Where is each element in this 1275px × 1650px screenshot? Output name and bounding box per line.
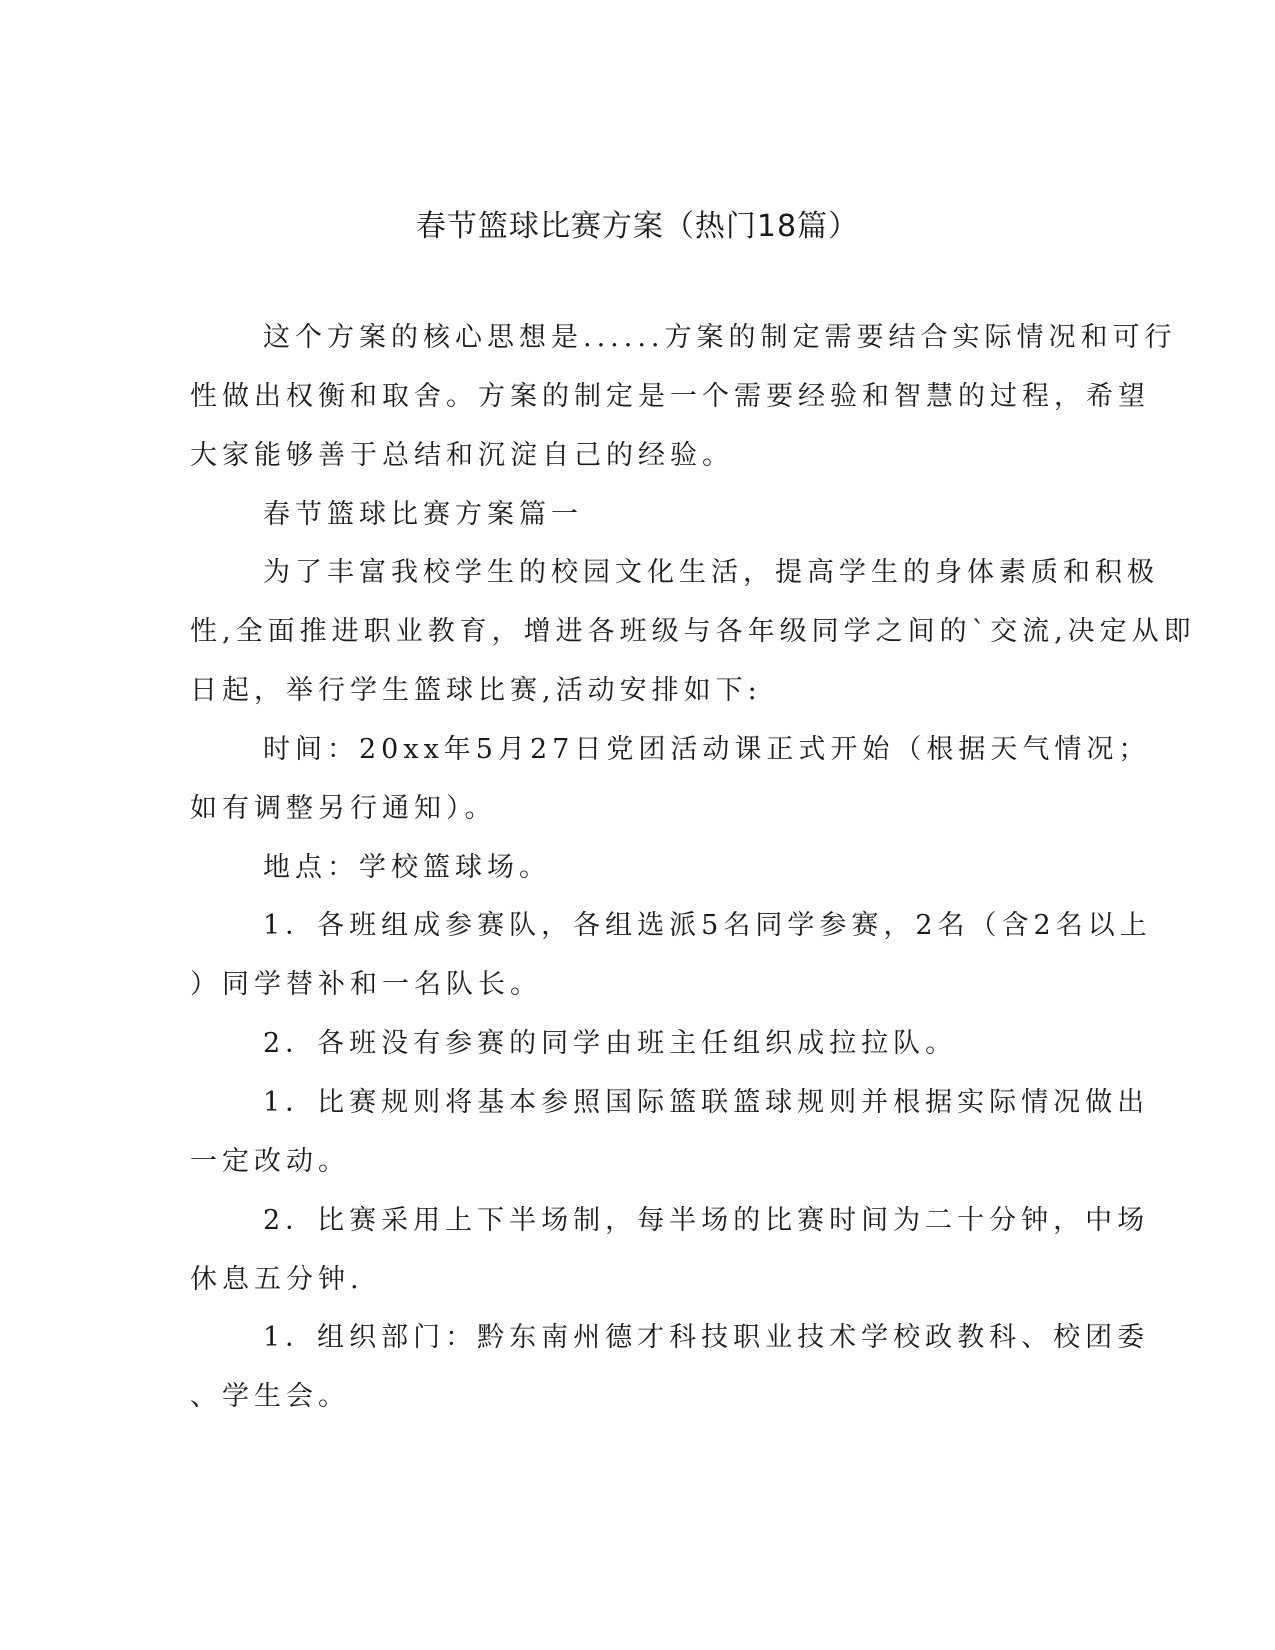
list-item: 2．各班没有参赛的同学由班主任组织成拉拉队。 — [263, 1028, 958, 1059]
paragraph-line: 地点：学校篮球场。 — [263, 852, 551, 883]
list-item-continuation: 休息五分钟. — [190, 1264, 364, 1295]
list-item-continuation: 一定改动。 — [190, 1146, 350, 1177]
paragraph-line: 性做出权衡和取舍。方案的制定是一个需要经验和智慧的过程，希望 — [190, 381, 1150, 412]
paragraph-line: 性,全面推进职业教育，增进各班级与各年级同学之间的`交流,决定从即 — [190, 616, 1196, 647]
list-item-continuation: 、学生会。 — [190, 1381, 350, 1412]
paragraph-line: 为了丰富我校学生的校园文化生活，提高学生的身体素质和积极 — [263, 557, 1159, 588]
list-item: 2．比赛采用上下半场制，每半场的比赛时间为二十分钟，中场 — [263, 1205, 1150, 1236]
paragraph-line: 时间：20xx年5月27日党团活动课正式开始（根据天气情况； — [263, 734, 1151, 765]
list-item-continuation: ）同学替补和一名队长。 — [190, 969, 542, 1000]
paragraph-line: 大家能够善于总结和沉淀自己的经验。 — [190, 440, 734, 471]
list-item: 1．组织部门：黔东南州德才科技职业技术学校政教科、校团委 — [263, 1322, 1150, 1353]
paragraph-line: 这个方案的核心思想是......方案的制定需要结合实际情况和可行 — [263, 322, 1177, 353]
paragraph-line: 日起，举行学生篮球比赛,活动安排如下: — [190, 675, 762, 706]
document-title: 春节篮球比赛方案（热门18篇） — [415, 209, 860, 244]
list-item: 1．比赛规则将基本参照国际篮联篮球规则并根据实际情况做出 — [263, 1087, 1150, 1118]
list-item: 1．各班组成参赛队，各组选派5名同学参赛，2名（含2名以上 — [263, 910, 1152, 941]
paragraph-line: 如有调整另行通知）。 — [190, 793, 497, 824]
section-heading: 春节篮球比赛方案篇一 — [263, 499, 583, 530]
